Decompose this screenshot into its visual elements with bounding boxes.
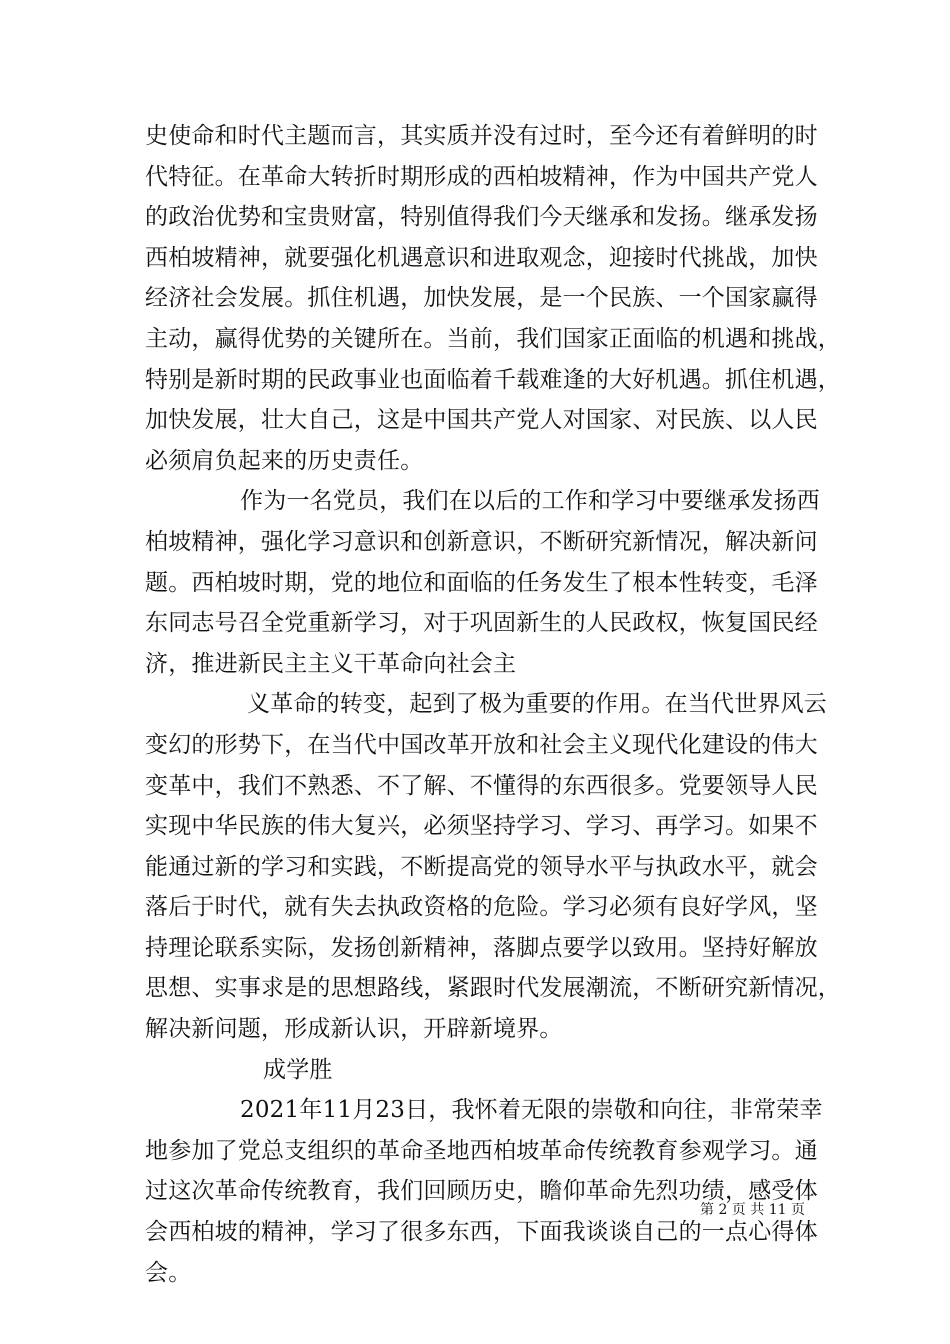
paragraph-start-line: 作为一名党员，我们在以后的工作和学习中要继承发扬西 — [240, 488, 820, 515]
text-line: 解决新问题，形成新认识，开辟新境界。 — [145, 1016, 563, 1043]
text-line: 主动，赢得优势的关键所在。当前，我们国家正面临的机遇和挑战， — [145, 325, 841, 352]
text-line: 经济社会发展。抓住机遇，加快发展，是一个民族、一个国家赢得 — [145, 285, 818, 312]
text-line: 特别是新时期的民政事业也面临着千载难逢的大好机遇。抓住机遇， — [145, 366, 841, 393]
text-line: 落后于时代，就有失去执政资格的危险。学习必须有良好学风，坚 — [145, 894, 818, 921]
text-line: 济，推进新民主主义干革命向社会主 — [145, 650, 517, 677]
text-line: 史使命和时代主题而言，其实质并没有过时，至今还有着鲜明的时 — [145, 123, 818, 149]
paragraph-start-line: 2021年11月23日，我怀着无限的崇敬和向往，非常荣幸 — [240, 1097, 823, 1124]
text-line: 实现中华民族的伟大复兴，必须坚持学习、学习、再学习。如果不 — [145, 813, 818, 840]
text-line: 持理论联系实际，发扬创新精神，落脚点要学以致用。坚持好解放 — [145, 934, 818, 961]
page-number-footer: 第 2 页 共 11 页 — [700, 1202, 805, 1218]
text-line: 地参加了党总支组织的革命圣地西柏坡革命传统教育参观学习。通 — [145, 1137, 818, 1164]
text-line: 过这次革命传统教育，我们回顾历史，瞻仰革命先烈功绩，感受体 — [145, 1178, 818, 1205]
text-line: 会西柏坡的精神，学习了很多东西，下面我谈谈自己的一点心得体 — [145, 1219, 818, 1246]
paragraph-start-line: 义革命的转变，起到了极为重要的作用。在当代世界风云 — [247, 691, 827, 718]
text-line: 西柏坡精神，就要强化机遇意识和进取观念，迎接时代挑战，加快 — [145, 244, 818, 271]
body-text — [145, 116, 841, 1293]
text-line: 思想、实事求是的思想路线，紧跟时代发展潮流，不断研究新情况， — [145, 975, 841, 1002]
text-line: 东同志号召全党重新学习，对于巩固新生的人民政权，恢复国民经 — [145, 610, 818, 637]
text-line: 变革中，我们不熟悉、不了解、不懂得的东西很多。党要领导人民 — [145, 772, 818, 799]
text-line: 代特征。在革命大转折时期形成的西柏坡精神，作为中国共产党人 — [145, 163, 818, 190]
text-line: 会。 — [145, 1259, 192, 1286]
text-line: 加快发展，壮大自己，这是中国共产党人对国家、对民族、以人民 — [145, 407, 818, 434]
text-line: 必须肩负起来的历史责任。 — [145, 447, 424, 474]
text-line: 题。西柏坡时期，党的地位和面临的任务发生了根本性转变，毛泽 — [145, 569, 818, 596]
text-line: 能通过新的学习和实践，不断提高党的领导水平与执政水平，就会 — [145, 853, 818, 880]
section-heading: 成学胜 — [263, 1056, 333, 1083]
text-line: 的政治优势和宝贵财富，特别值得我们今天继承和发扬。继承发扬 — [145, 204, 818, 231]
text-line: 变幻的形势下，在当代中国改革开放和社会主义现代化建设的伟大 — [145, 731, 818, 758]
text-line: 柏坡精神，强化学习意识和创新意识，不断研究新情况，解决新问 — [145, 528, 818, 555]
